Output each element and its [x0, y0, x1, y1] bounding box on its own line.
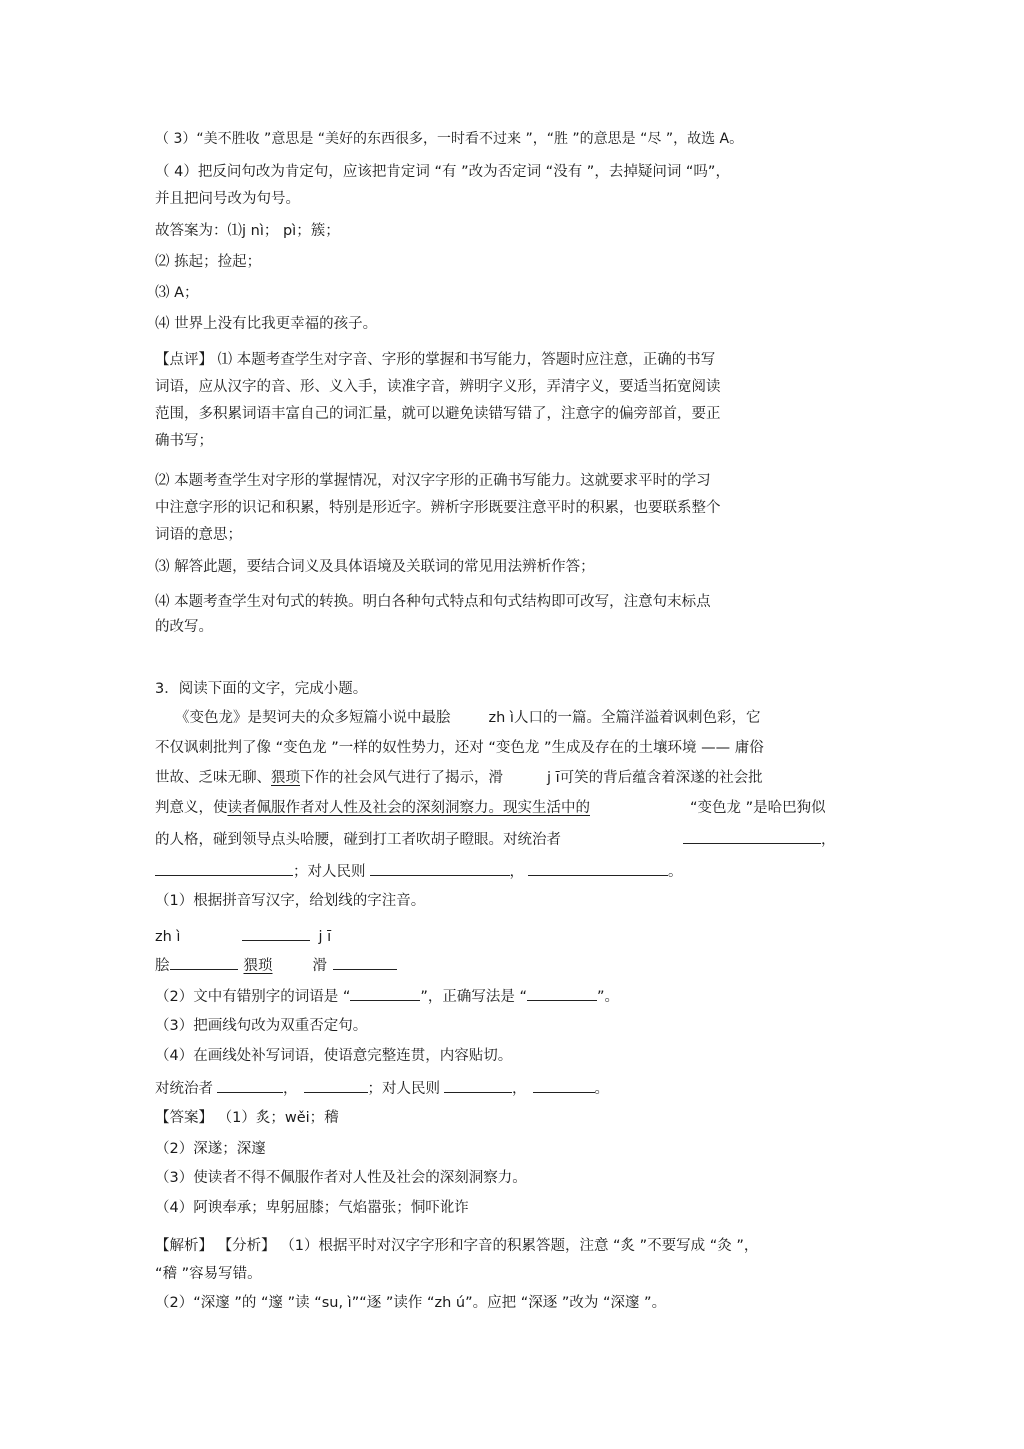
q3-sub1-blank-2[interactable]: [170, 955, 238, 970]
q3-text-line-3: [155, 768, 763, 788]
q3-text-3c: 可笑的背后蕴含着深遂的社会批: [559, 770, 763, 786]
q2-answer-3: ⑶ A；: [155, 285, 199, 301]
q3-sub4-e: 。: [594, 1081, 609, 1097]
q2-line-4a: （ 4）把反问句改为肯定句，应该把肯定词 “有 ”改为否定词 “没有 ”，去掉疑问词 “吗”，: [155, 164, 730, 180]
q3-text-line-5: [155, 829, 836, 850]
comment-p2a: ⑵ 本题考查学生对字形的掌握情况，对汉字字形的正确书写能力。这就要求平时的学习: [155, 473, 711, 489]
comment-p1b: 词语，应从汉字的音、形、义入手，读准字音，辨明字义形，弄清字义，要适当拓宽阅读: [155, 379, 721, 395]
q3-text-4b: “变色龙 ”是哈巴狗似: [690, 800, 826, 816]
comment-p3: ⑶ 解答此题，要结合词义及具体语境及关联词的常见用法辨析作答；: [155, 559, 595, 575]
q3-sub-4-blanks: [155, 1078, 609, 1099]
q3-underlined-sentence: 读者佩服作者对人性及社会的深刻洞察力。现实生活中的: [227, 800, 590, 816]
q3-blank-1[interactable]: [683, 829, 821, 844]
q3-answer-4: （4）阿谀奉承；卑躬屈膝；气焰嚣张；恫吓讹诈: [155, 1200, 469, 1216]
q3-analysis-3: （2）“深邃 ”的 “邃 ”读 “su, ì”“逐 ”读作 “zh ú”。应把 “深逐 ”改为 “深邃 ”。: [155, 1295, 667, 1311]
q3-blank-3[interactable]: [370, 861, 510, 876]
q3-sub-4: （4）在画线处补写词语，使语意完整连贯，内容贴切。: [155, 1048, 513, 1064]
comment-p1a: 【点评】 ⑴ 本题考查学生对字音、字形的掌握和书写能力，答题时应注意，正确的书写: [155, 352, 716, 368]
q3-sub-3: （3）把画线句改为双重否定句。: [155, 1018, 368, 1034]
q3-sub4-c: ；对人民则: [367, 1081, 440, 1097]
q3-sub1-word-3: 滑: [312, 958, 327, 974]
q3-text-5a: 的人格，碰到领导点头哈腰，碰到打工者吹胡子瞪眼。对统治者: [155, 832, 561, 848]
comment-p2b: 中注意字形的识记和积累，特别是形近字。辨析字形既要注意平时的积累，也要联系整个: [155, 500, 721, 516]
comment-p2c: 词语的意思；: [155, 527, 242, 543]
q3-text-4a: 判意义，使: [155, 800, 228, 816]
q3-text-line-4: [155, 798, 826, 818]
q3-sub1-blank-1[interactable]: [242, 926, 310, 941]
q3-analysis-1: 【解析】 【分析】 （1）根据平时对汉字字形和字音的积累答题，注意 “炙 ”不要写成 “灸 ”，: [155, 1238, 759, 1254]
q3-blank-2[interactable]: [155, 861, 293, 876]
q3-text-6a: ；对人民则: [293, 864, 366, 880]
q3-sub-1-pinyin-row: [155, 926, 331, 947]
q3-sub2-b: ”，正确写法是 “: [420, 989, 527, 1005]
q3-sub1-word-1: 脍: [155, 958, 170, 974]
q3-text-3a: 世故、乏味无聊、: [155, 770, 271, 786]
q3-analysis-2: “稽 ”容易写错。: [155, 1266, 262, 1282]
q3-text-6b: ，: [509, 864, 524, 880]
q3-answer-2: （2）深遂；深邃: [155, 1141, 266, 1157]
comment-p1c: 范围，多积累词语丰富自己的词汇量，就可以避免读错写错了，注意字的偏旁部首，要正: [155, 406, 721, 422]
q3-text-1a: 《变色龙》是契诃夫的众多短篇小说中最脍: [175, 710, 451, 726]
q3-blank-4[interactable]: [528, 861, 668, 876]
q2-line-4b: 并且把问号改为句号。: [155, 191, 300, 207]
q2-answer-0: 故答案为：⑴j nì； pì；簇；: [155, 223, 340, 239]
q3-sub2-c: ”。: [597, 989, 620, 1005]
q3-sub4-a: 对统治者: [155, 1081, 213, 1097]
q3-sub2-blank-1[interactable]: [350, 986, 420, 1001]
q3-text-5b: ，: [821, 832, 836, 848]
q3-answer-1: 【答案】 （1）炙；wěi；稽: [155, 1110, 339, 1126]
q3-text-line-2: 不仅讽刺批判了像 “变色龙 ”一样的奴性势力，还对 “变色龙 ”生成及存在的土壤环境 —— 庸俗: [155, 740, 764, 756]
q3-sub-1-word-row: [155, 955, 397, 976]
q3-answer-3: （3）使读者不得不佩服作者对人性及社会的深刻洞察力。: [155, 1170, 527, 1186]
q3-sub2-a: （2）文中有错别字的词语是 “: [155, 989, 351, 1005]
q3-text-3b: 下作的社会风气进行了揭示，滑: [300, 770, 503, 786]
q3-sub1-blank-3[interactable]: [333, 955, 397, 970]
q3-sub4-d: ，: [512, 1081, 527, 1097]
q3-sub4-blank-1[interactable]: [217, 1078, 283, 1093]
q3-sub4-blank-3[interactable]: [444, 1078, 512, 1093]
q3-sub1-pinyin-1: zh ì: [155, 929, 181, 945]
comment-p4b: 的改写。: [155, 619, 213, 635]
q3-pinyin-zhi: zh ì: [488, 710, 514, 726]
q3-sub1-pinyin-2: j ī: [318, 929, 332, 945]
comment-p4a: ⑷ 本题考查学生对句式的转换。明白各种句式特点和句式结构即可改写，注意句末标点: [155, 594, 711, 610]
q3-sub-1: （1）根据拼音写汉字，给划线的字注音。: [155, 893, 426, 909]
comment-p1d: 确书写；: [155, 433, 213, 449]
q2-answer-2: ⑵ 拣起；捡起；: [155, 254, 262, 270]
q2-line-3: （ 3）“美不胜收 ”意思是 “美好的东西很多，一时看不过来 ”，“胜 ”的意思是 “尽 ”，故选 A。: [155, 131, 744, 147]
q3-sub-2: [155, 986, 619, 1007]
q3-text-line-1: [175, 708, 760, 728]
q3-text-line-6: [155, 861, 683, 882]
q3-sub4-b: ，: [283, 1081, 298, 1097]
q3-title: 3．阅读下面的文字，完成小题。: [155, 681, 368, 697]
q2-answer-4: ⑷ 世界上没有比我更幸福的孩子。: [155, 316, 378, 332]
q3-sub2-blank-2[interactable]: [527, 986, 597, 1001]
q3-sub4-blank-2[interactable]: [304, 1078, 368, 1093]
q3-sub1-word-2: 猥琐: [243, 958, 273, 974]
q3-sub4-blank-4[interactable]: [533, 1078, 595, 1093]
q3-pinyin-ji: j ī: [547, 770, 560, 786]
q3-underlined-word: 猥琐: [271, 770, 300, 786]
q3-text-6c: 。: [668, 864, 683, 880]
q3-text-1b: 人口的一篇。全篇洋溢着讽刺色彩，它: [513, 710, 761, 726]
